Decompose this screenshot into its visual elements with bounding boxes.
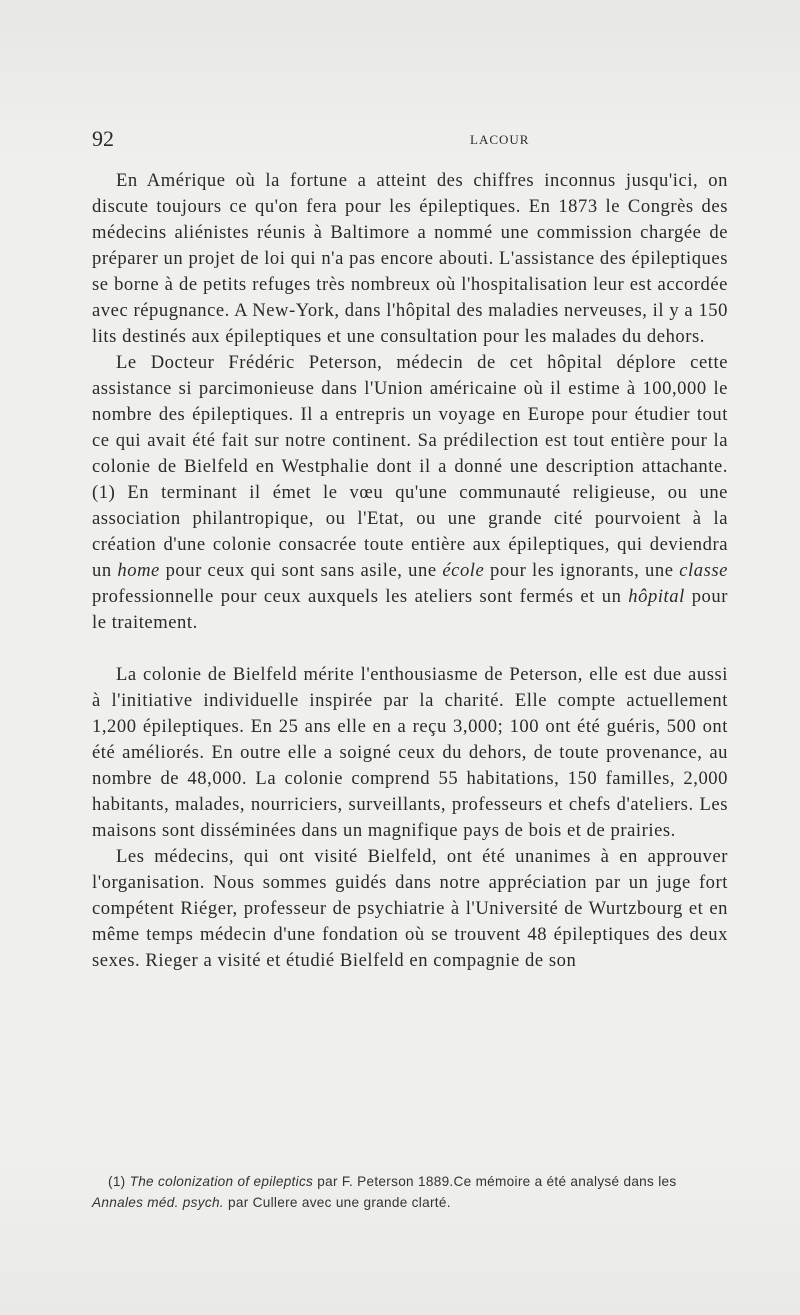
paragraph-4-text: Les médecins, qui ont visité Bielfeld, ont été unanimes à en approuver l'organisation. Nous sommes guidés dans notre appréciation par un juge fort compétent Riéger, professeur de psychiatrie à l'Université de Wurtzbourg et en même temps médecin d'une fondation où se trouvent 48 épileptiques des deux sexes. Rieger a visité et étudié Bielfeld en compagnie de son: [92, 846, 728, 971]
footnote-text-2: par Cullere avec une grande clarté.: [223, 1195, 451, 1210]
italic-home: home: [117, 560, 160, 581]
page-header: [92, 126, 728, 156]
footnote-journal: Annales méd. psych.: [92, 1195, 224, 1210]
italic-hopital: hôpital: [628, 586, 685, 607]
body-text: [92, 168, 728, 974]
footnote-marker: (1): [108, 1174, 130, 1189]
paragraph-4: [92, 844, 728, 974]
footnote: [92, 1171, 728, 1213]
paragraph-2-text-1: Le Docteur Frédéric Peterson, médecin de cet hôpital déplore cette assistance si parcimonieuse dans l'Union américaine où il estime à 100,000 le nombre des épileptiques. Il a entrepris un voyage en Europe pour étudier tout ce qui avait été fait sur notre continent. Sa prédilection est tout entière pour la colonie de Bielfeld en Westphalie dont il a donné une description attachante. (1) En terminant il émet le vœu qu'une communauté religieuse, ou une association philantropique, ou l'Etat, ou une grande cité pourvoient à la création d'une colonie consacrée toute entière aux épileptiques, qui deviendra un: [92, 352, 728, 581]
footnote-title: The colonization of epileptics: [129, 1174, 314, 1189]
paragraph-1: [92, 168, 728, 350]
italic-ecole: école: [442, 560, 485, 581]
running-head: LACOUR: [470, 132, 530, 147]
paragraph-2-text-2: pour ceux qui sont sans asile, une: [159, 560, 443, 581]
paragraph-1-text: En Amérique où la fortune a atteint des chiffres inconnus jusqu'ici, on discute toujours ce qu'on fera pour les épileptiques. En 1873 le Congrès des médecins aliénistes réunis à Baltimore a nommé une commission chargée de préparer un projet de loi qui n'a pas encore abouti. L'assistance des épileptiques se borne à de petits refuges très nombreux où l'hospitalisation leur est accordée avec répugnance. A New-York, dans l'hôpital des maladies nerveuses, il y a 150 lits destinés aux épileptiques et une consultation pour les malades du dehors.: [92, 170, 728, 347]
paragraph-2: [92, 350, 728, 636]
footnote-paragraph: [92, 1171, 728, 1213]
paragraph-3-text: La colonie de Bielfeld mérite l'enthousiasme de Peterson, elle est due aussi à l'initiative individuelle inspirée par la charité. Elle compte actuellement 1,200 épileptiques. En 25 ans elle en a reçu 3,000; 100 ont été guéris, 500 ont été améliorés. En outre elle a soigné ceux du dehors, de toute provenance, au nombre de 48,000. La colonie comprend 55 habitations, 150 familles, 2,000 habitants, malades, nourriciers, surveillants, professeurs et chefs d'ateliers. Les maisons sont disséminées dans un magnifique pays de bois et de prairies.: [92, 664, 728, 841]
paragraph-2-text-4: professionnelle pour ceux auxquels les ateliers sont fermés et un: [92, 586, 629, 607]
paragraph-3: [92, 662, 728, 844]
footnote-text-1: par F. Peterson 1889.Ce mémoire a été analysé dans les: [313, 1174, 677, 1189]
paragraph-2-text-5: pour le traitement.: [92, 586, 728, 633]
page-number: 92: [92, 126, 114, 151]
paragraph-2-text-3: pour les ignorants, une: [484, 560, 680, 581]
italic-classe: classe: [679, 560, 728, 581]
